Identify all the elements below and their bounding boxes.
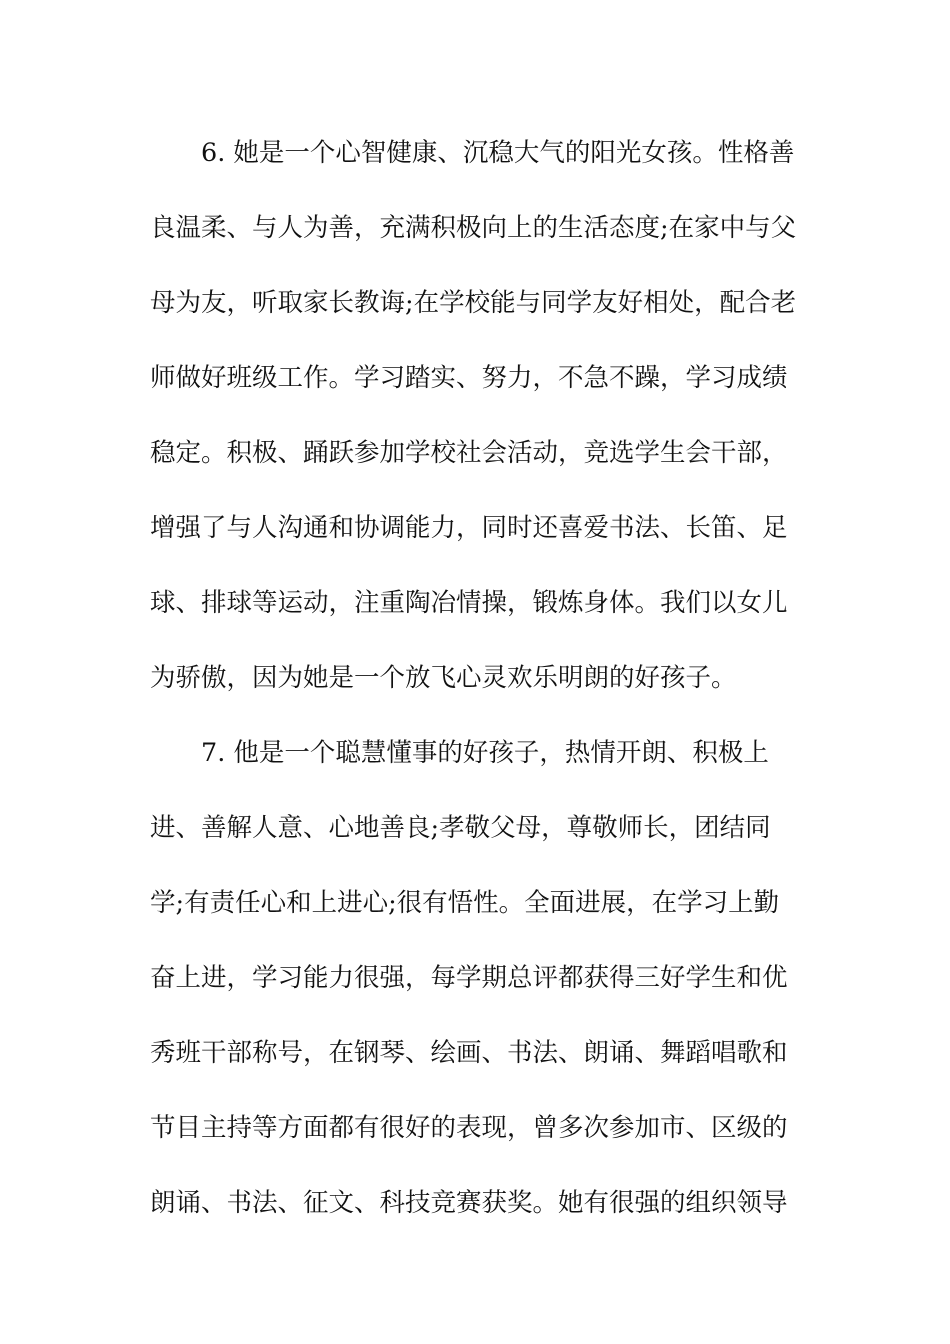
paragraph-6-line-2: 良温柔、与人为善，充满积极向上的生活态度;在家中与父 xyxy=(150,213,797,243)
paragraph-6-line-7: 球、排球等运动，注重陶冶情操，锻炼身体。我们以女儿 xyxy=(150,588,788,618)
paragraph-7-line-4: 奋上进，学习能力很强，每学期总评都获得三好学生和优 xyxy=(150,963,788,993)
paragraph-6-line-1: 6. 她是一个心智健康、沉稳大气的阳光女孩。性格善 xyxy=(201,138,795,168)
paragraph-6-line-8: 为骄傲，因为她是一个放飞心灵欢乐明朗的好孩子。 xyxy=(150,663,737,693)
paragraph-6-line-6: 增强了与人沟通和协调能力，同时还喜爱书法、长笛、足 xyxy=(150,513,788,543)
paragraph-7-line-7: 朗诵、书法、征文、科技竞赛获奖。她有很强的组织领导 xyxy=(150,1188,788,1218)
paragraph-6-line-3: 母为友，听取家长教诲;在学校能与同学友好相处，配合老 xyxy=(150,288,797,318)
paragraph-7-line-5: 秀班干部称号，在钢琴、绘画、书法、朗诵、舞蹈唱歌和 xyxy=(150,1038,788,1068)
paragraph-7-line-1: 7. 他是一个聪慧懂事的好孩子，热情开朗、积极上 xyxy=(201,738,769,768)
paragraph-6-line-5: 稳定。积极、踊跃参加学校社会活动，竞选学生会干部， xyxy=(150,438,788,468)
body-text xyxy=(150,128,810,1253)
paragraph-7-line-3: 学;有责任心和上进心;很有悟性。全面进展，在学习上勤 xyxy=(150,888,780,918)
paragraph-7-line-2: 进、善解人意、心地善良;孝敬父母，尊敬师长，团结同 xyxy=(150,813,771,843)
paragraph-6-line-4: 师做好班级工作。学习踏实、努力，不急不躁，学习成绩 xyxy=(150,363,788,393)
paragraph-7-line-6: 节目主持等方面都有很好的表现，曾多次参加市、区级的 xyxy=(150,1113,788,1143)
